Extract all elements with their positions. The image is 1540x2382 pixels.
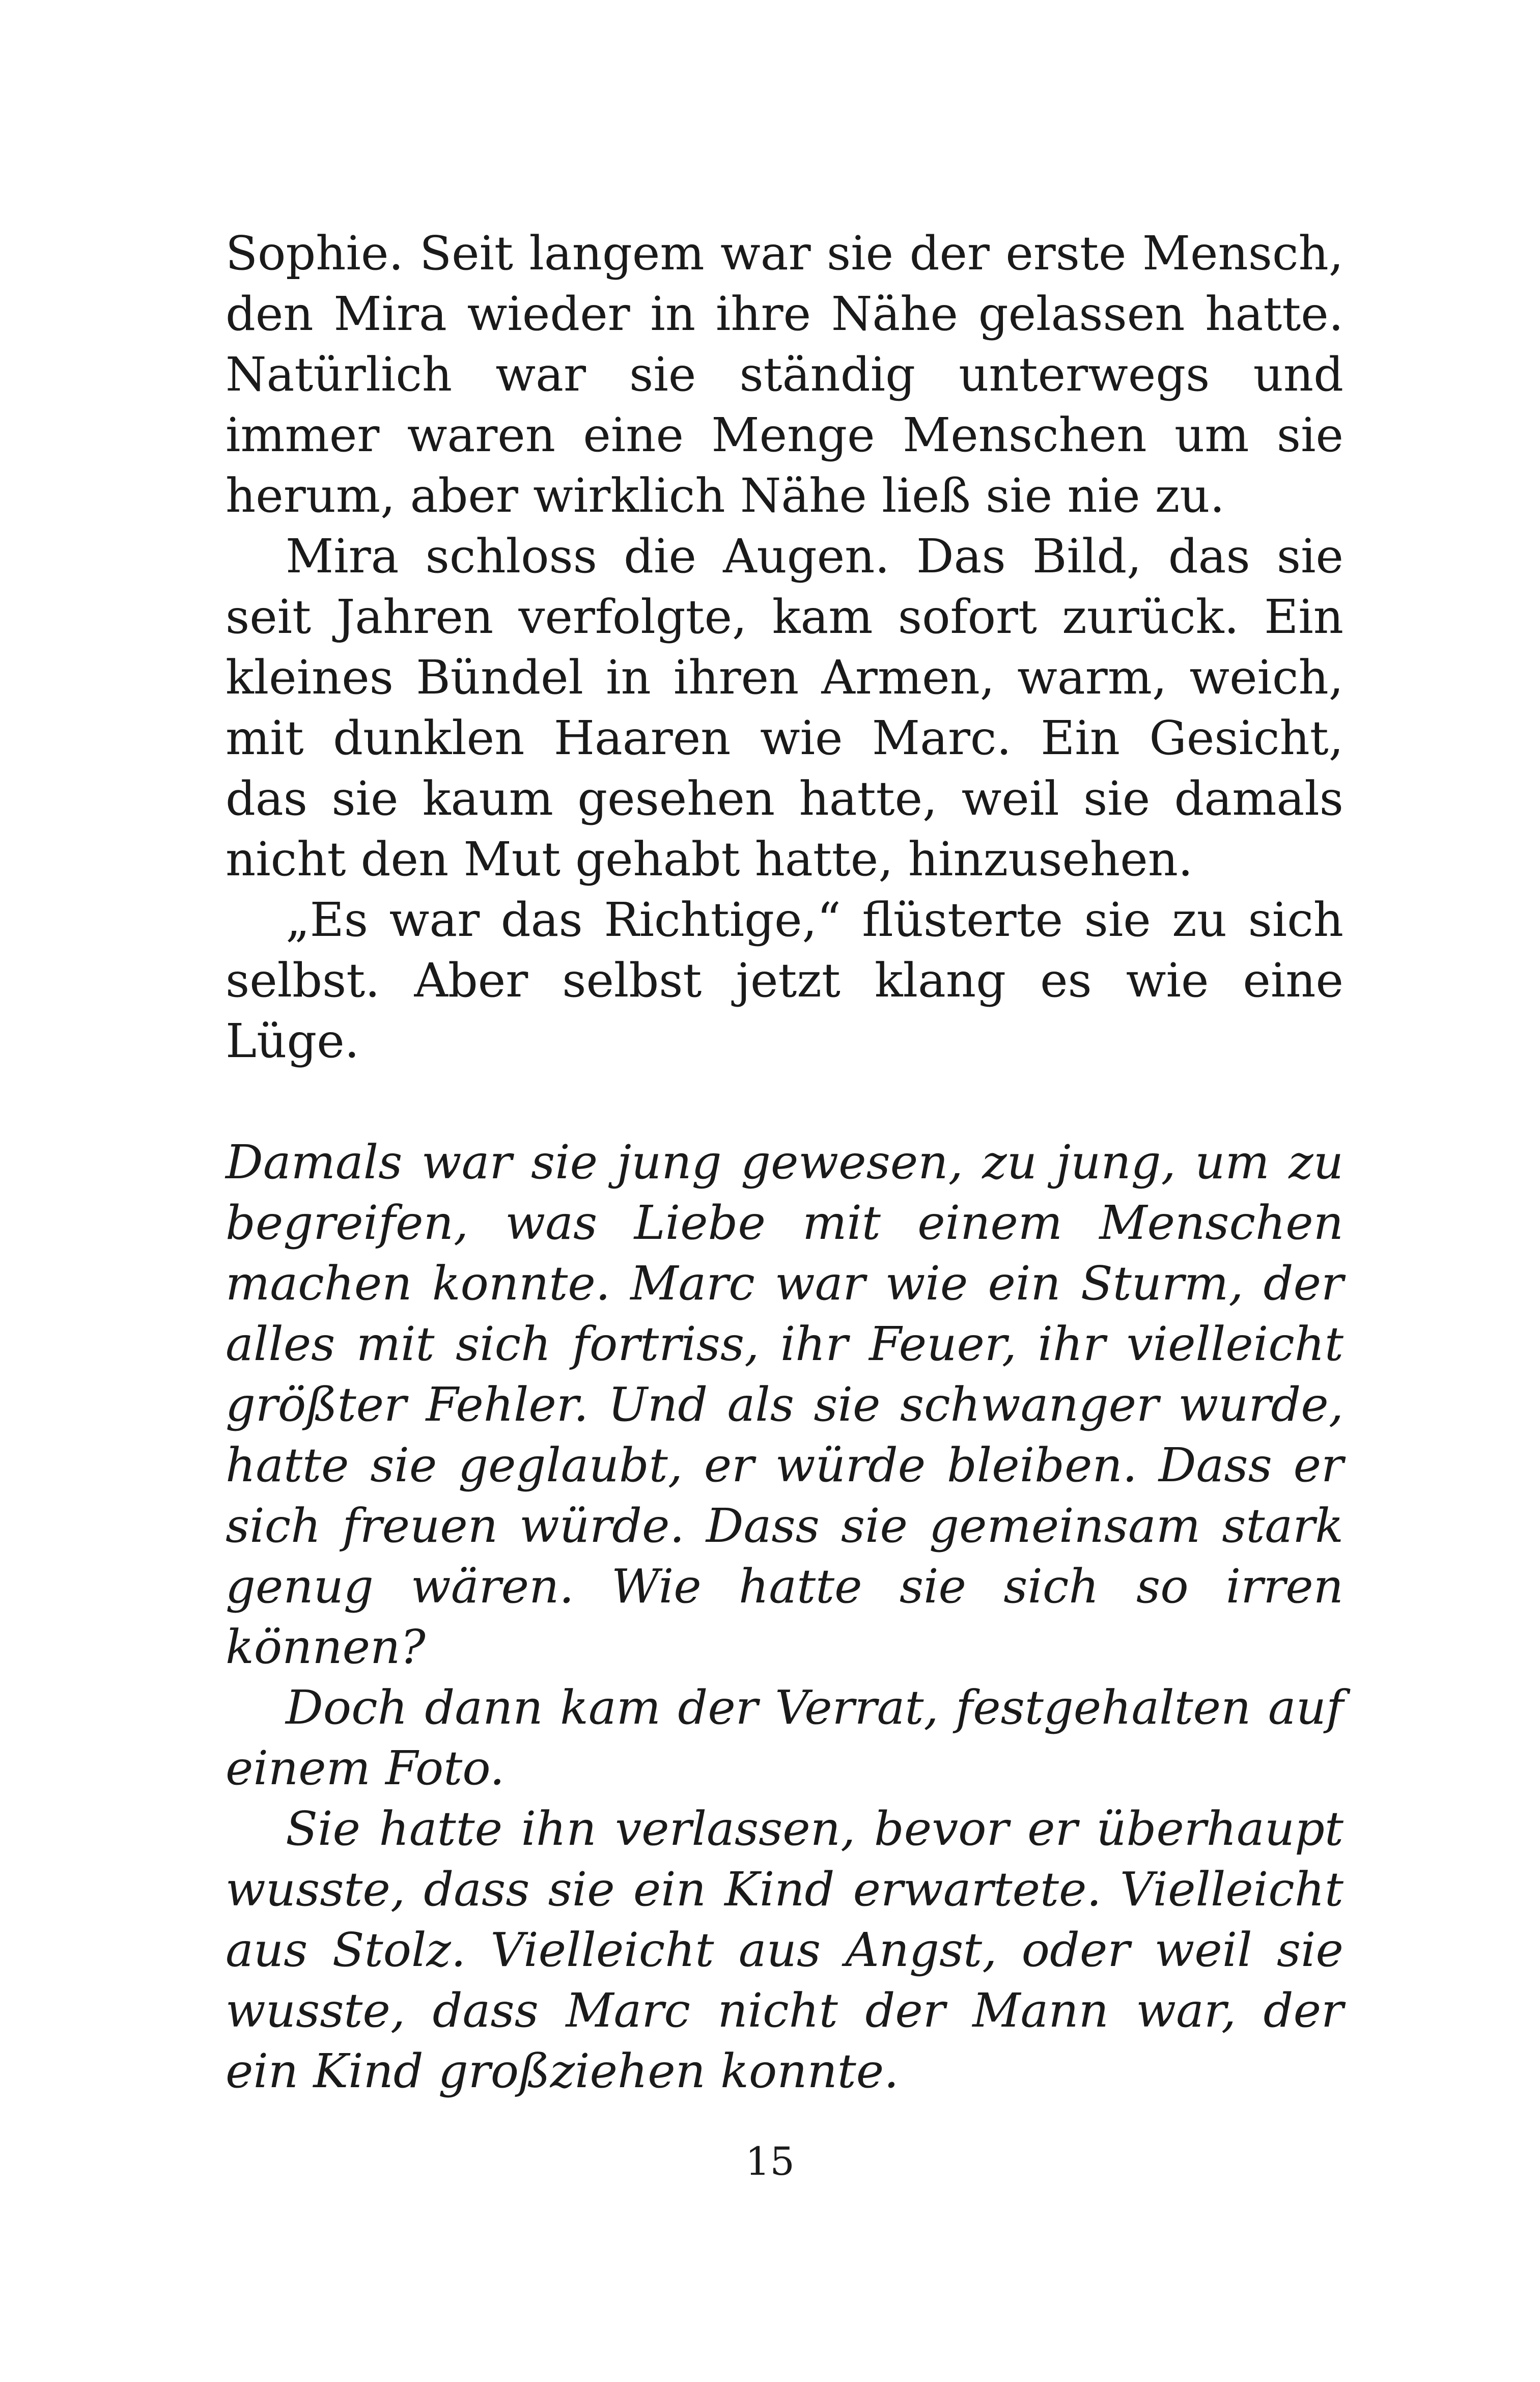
section-break [226, 1071, 1343, 1132]
body-text [226, 223, 1343, 2101]
paragraph-1: Sophie. Seit langem war sie der erste Mensch, den Mira wieder in ihre Nähe gelassen hatte. Natürlich war sie ständig unterwegs und immer waren eine Menge Menschen um sie herum, aber wirklich Nähe ließ sie nie zu. [226, 226, 1343, 523]
paragraph-2: Mira schloss die Augen. Das Bild, das sie seit Jahren verfolgte, kam sofort zurück. Ein kleines Bündel in ihren Armen, warm, weich, mit dunklen Haaren wie Marc. Ein Gesicht, das sie kaum gesehen hatte, weil sie damals nicht den Mut gehabt hatte, hinzusehen. [226, 529, 1343, 887]
italic-paragraph-1: Damals war sie jung gewesen, zu jung, um zu begreifen, was Liebe mit einem Menschen machen konnte. Marc war wie ein Sturm, der alles mit sich fortriss, ihr Feuer, ihr vielleicht größter Fehler. Und als sie schwanger wurde, hatte sie geglaubt, er würde bleiben. Dass er sich freuen würde. Dass sie gemeinsam stark genug wären. Wie hatte sie sich so irren können? [226, 1135, 1343, 1674]
italic-paragraph-2: Doch dann kam der Verrat, festgehalten auf einem Foto. [226, 1680, 1343, 1795]
paragraph-3: „Es war das Richtige,“ flüsterte sie zu sich selbst. Aber selbst jetzt klang es wie eine Lüge. [226, 893, 1343, 1068]
page-number: 15 [745, 2139, 795, 2184]
italic-paragraph-3: Sie hatte ihn verlassen, bevor er überhaupt wusste, dass sie ein Kind erwartete. Vielleicht aus Stolz. Vielleicht aus Angst, oder weil sie wusste, dass Marc nicht der Mann war, der ein Kind großziehen konnte. [226, 1802, 1343, 2098]
